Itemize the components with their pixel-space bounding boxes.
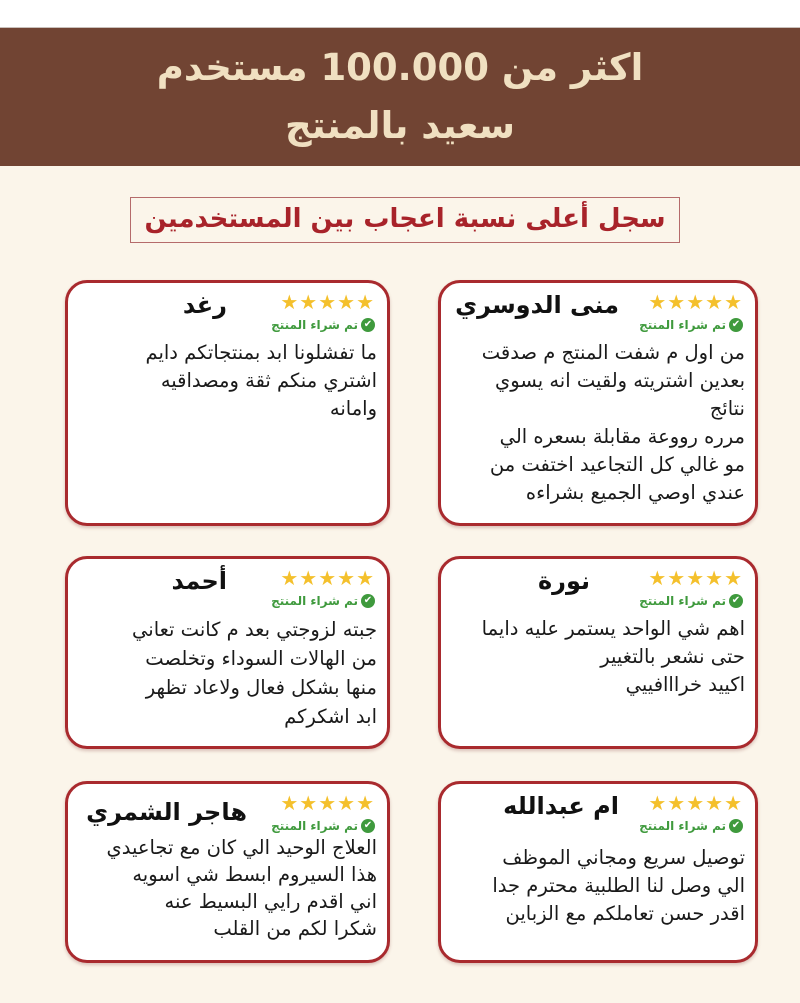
header-banner [0,28,800,166]
review-text [453,844,745,928]
review-line: اشتري منكم ثقة ومصداقيه [160,369,377,392]
review-line: ابد اشكركم [284,705,377,728]
reviewer-name: نورة [537,567,590,595]
top-strip [0,0,800,28]
verified-purchase-badge [271,593,375,609]
header-line-1: اكثر من 100.000 مستخدم [156,46,644,89]
verified-purchase-badge [271,818,375,834]
review-card [438,781,758,963]
check-circle-icon: ✔ [361,594,375,608]
star-rating: ★★★★★ [648,566,743,590]
review-card [65,781,390,963]
verified-label: تم شراء المنتج [271,318,358,332]
reviewer-name: هاجر الشمري [86,798,247,826]
review-card [438,556,758,749]
star-rating: ★★★★★ [648,290,743,314]
review-line: مرره رووعة مقابلة بسعره الي [499,425,745,448]
review-line: منها بشكل فعال ولاعاد تظهر [145,676,377,699]
review-text [80,615,377,731]
subtitle-box: سجل أعلى نسبة اعجاب بين المستخدمين [130,197,680,243]
review-line: عندي اوصي الجميع بشراءه [525,481,745,504]
star-rating: ★★★★★ [280,566,375,590]
review-line: شكرا لكم من القلب [213,917,377,940]
review-line: العلاج الوحيد الي كان مع تجاعيدي [106,836,377,859]
verified-label: تم شراء المنتج [271,594,358,608]
verified-purchase-badge [271,317,375,333]
check-circle-icon: ✔ [729,819,743,833]
review-line: ما تفشلونا ابد بمنتجاتكم دايم [145,341,377,364]
review-line: توصيل سريع ومجاني الموظف [502,846,745,869]
review-text [80,339,377,423]
review-card [65,280,390,526]
check-circle-icon: ✔ [729,594,743,608]
review-line: مو غالي كل التجاعيد اختفت من [489,453,745,476]
star-rating: ★★★★★ [280,791,375,815]
check-circle-icon: ✔ [361,318,375,332]
review-line: وامانه [329,397,377,420]
review-line: اهم شي الواحد يستمر عليه دايما [481,617,745,640]
reviewer-name: أحمد [171,567,227,595]
review-line: حتى نشعر بالتغيير [600,645,745,668]
verified-purchase-badge [639,317,743,333]
review-line: اكييد خرااافييي [625,673,745,696]
review-text [453,615,745,699]
review-line: من الهالات السوداء وتخلصت [145,647,377,670]
review-line: الي وصل لنا الطلبية محترم جدا [492,874,745,897]
review-line: بعدين اشتريته ولقيت انه يسوي [494,369,745,392]
check-circle-icon: ✔ [361,819,375,833]
review-card [438,280,758,526]
reviewer-name: ام عبدالله [503,792,619,820]
star-rating: ★★★★★ [280,290,375,314]
header-line-2: سعيد بالمنتج [285,104,515,147]
star-rating: ★★★★★ [648,791,743,815]
check-circle-icon: ✔ [729,318,743,332]
verified-purchase-badge [639,593,743,609]
reviewer-name: رغد [182,291,227,319]
reviewer-name: منى الدوسري [455,291,619,319]
review-line: هذا السيروم ابسط شي اسويه [132,863,377,886]
review-line: من اول م شفت المنتج م صدقت [481,341,745,364]
review-text [80,834,377,942]
verified-label: تم شراء المنتج [639,318,726,332]
review-card [65,556,390,749]
verified-label: تم شراء المنتج [639,594,726,608]
review-line: جبته لزوجتي بعد م كانت تعاني [132,618,377,641]
review-line: نتائج [709,397,745,420]
review-line: اني اقدم رايي البسيط عنه [164,890,377,913]
verified-purchase-badge [639,818,743,834]
review-line: اقدر حسن تعاملكم مع الزباين [505,902,745,925]
review-text [453,339,745,507]
verified-label: تم شراء المنتج [271,819,358,833]
verified-label: تم شراء المنتج [639,819,726,833]
